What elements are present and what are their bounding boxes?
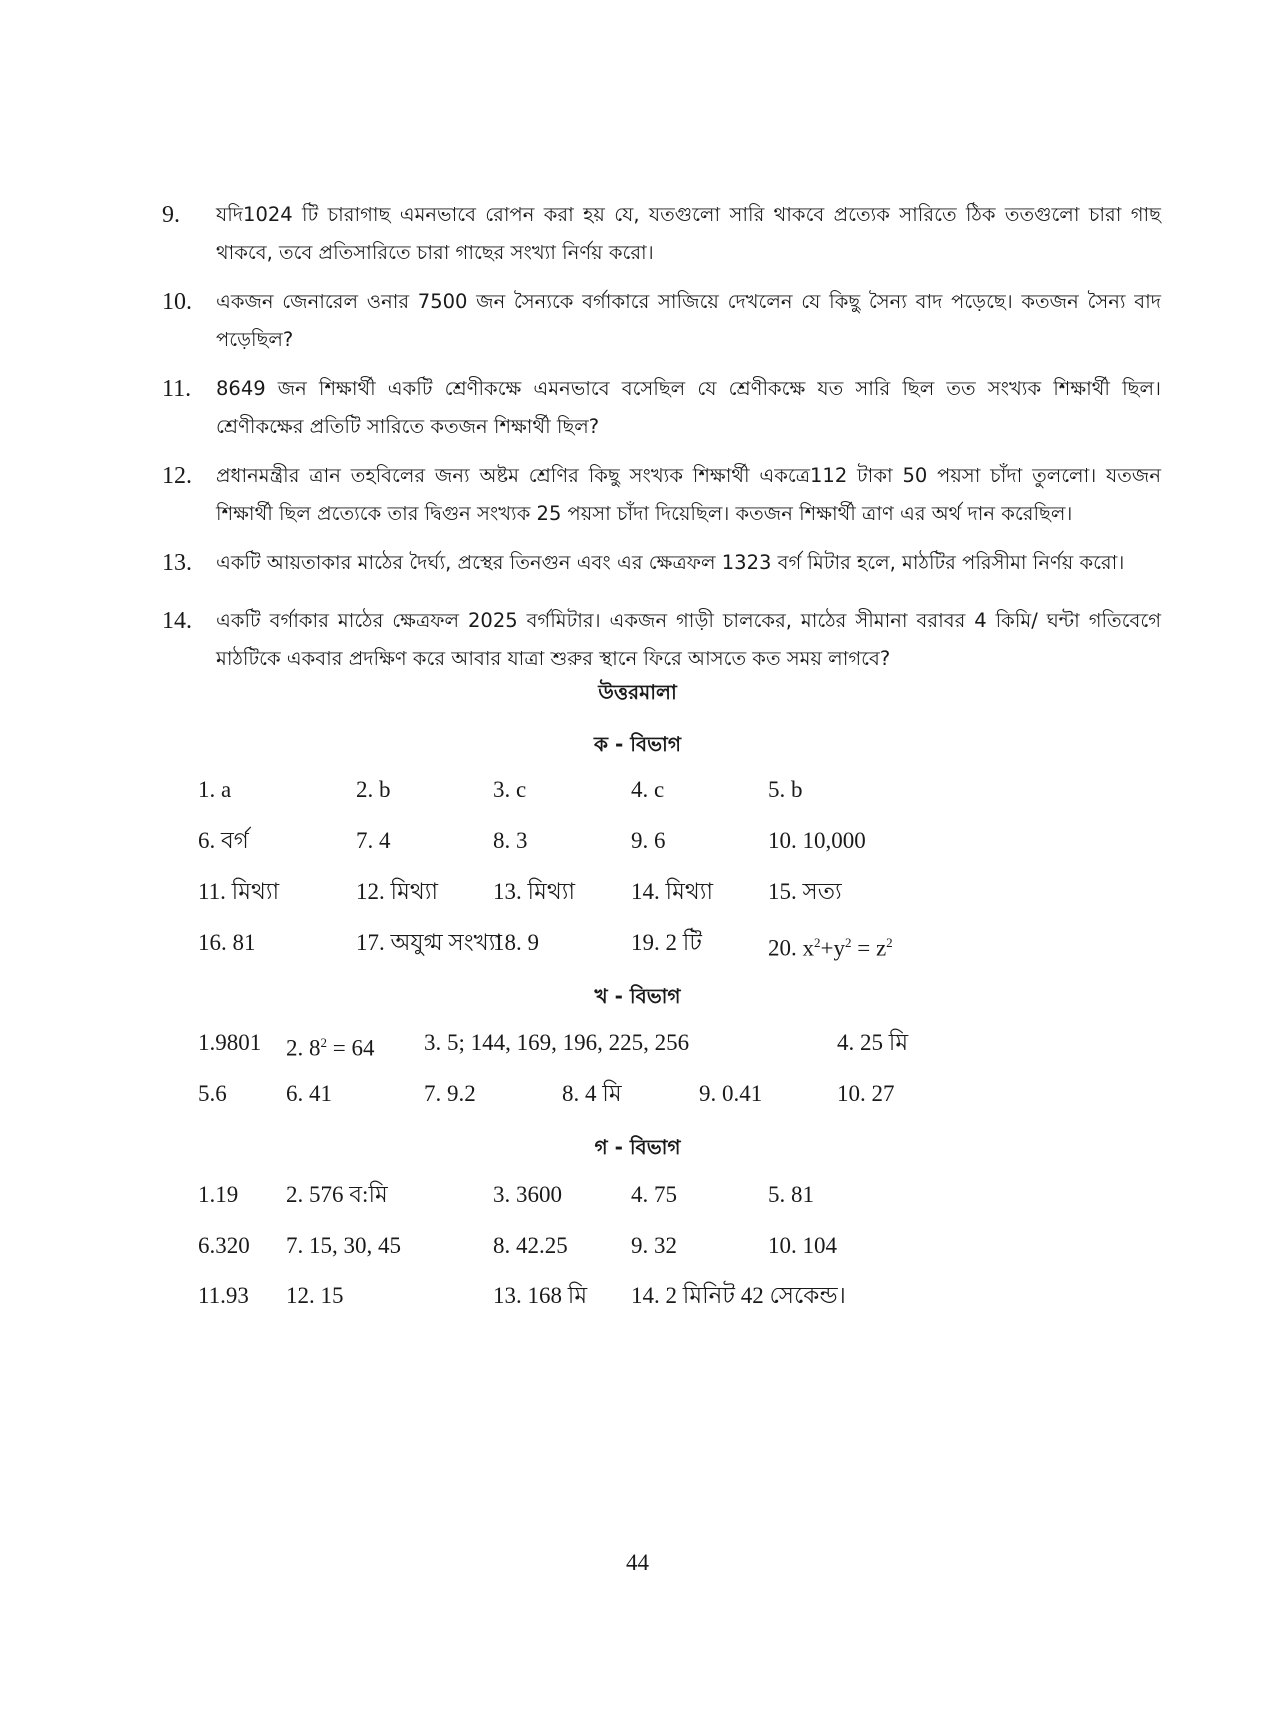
- eq-part: +y: [820, 935, 845, 961]
- answer-cell: 1. a: [198, 777, 232, 802]
- answer-cell: 3. 3600: [493, 1182, 562, 1207]
- answer-cell: 7. 4: [356, 828, 391, 853]
- answer-cell: 14. মিথ্যা: [631, 879, 714, 904]
- question-number: 11.: [162, 376, 192, 402]
- section-kha-title: খ - বিভাগ: [594, 984, 681, 1008]
- superscript: 2: [320, 1035, 327, 1050]
- question-text: একটি বর্গাকার মাঠের ক্ষেত্রফল 2025 বর্গমিটার। একজন গাড়ী চালকের, মাঠের সীমানা বরাবর 4 কিমি/ ঘন্টা গতিবেগে মাঠটিকে একবার প্রদক্ষিণ করে আবার যাত্রা শুরুর স্থানে ফিরে আসতে কত সময় লাগবে?: [216, 609, 1161, 670]
- answer-cell: 12. 15: [286, 1283, 344, 1308]
- question-number: 9.: [162, 202, 180, 228]
- answer-cell: 1.19: [198, 1182, 239, 1207]
- eq-part: = z: [851, 935, 887, 961]
- eq-part: 20. x: [768, 935, 814, 961]
- answer-cell: 9. 6: [631, 828, 666, 853]
- answer-cell: 7. 9.2: [424, 1081, 476, 1106]
- question-text: একজন জেনারেল ওনার 7500 জন সৈন্যকে বর্গাকারে সাজিয়ে দেখলেন যে কিছু সৈন্য বাদ পড়েছে। কতজন সৈন্য বাদ পড়েছিল?: [216, 290, 1161, 351]
- answer-cell: 5. 81: [768, 1182, 814, 1207]
- answers-title: উত্তরমালা: [598, 680, 677, 704]
- question-text: একটি আয়তাকার মাঠের দৈর্ঘ্য, প্রস্থের তিনগুন এবং এর ক্ষেত্রফল 1323 বর্গ মিটার হলে, মাঠটির পরিসীমা নির্ণয় করো।: [216, 551, 1125, 574]
- answer-cell: 9. 0.41: [699, 1081, 763, 1106]
- question-text: যদি1024 টি চারাগাছ এমনভাবে রোপন করা হয় যে, যতগুলো সারি থাকবে প্রত্যেক সারিতে ঠিক ততগুলো চারা গাছ থাকবে, তবে প্রতিসারিতে চারা গাছের সংখ্যা নির্ণয় করো।: [216, 203, 1161, 264]
- answer-cell: 6. বর্গ: [198, 828, 249, 853]
- answer-cell: 1.9801: [198, 1030, 262, 1055]
- answer-cell: 16. 81: [198, 930, 256, 955]
- answer-cell: 13. মিথ্যা: [493, 879, 576, 904]
- answer-cell: 6. 41: [286, 1081, 332, 1106]
- answer-cell: 18. 9: [493, 930, 539, 955]
- eq-part: = 64: [327, 1035, 375, 1061]
- answer-cell: 8. 4 মি: [562, 1081, 622, 1106]
- question-number: 13.: [162, 550, 192, 576]
- eq-part: 2. 8: [286, 1035, 321, 1061]
- answer-cell: 4. 25 মি: [837, 1030, 909, 1055]
- answer-cell: 7. 15, 30, 45: [286, 1233, 401, 1258]
- answer-cell: 11.93: [198, 1283, 249, 1308]
- question-text: প্রধানমন্ত্রীর ত্রান তহবিলের জন্য অষ্টম শ্রেণির কিছু সংখ্যক শিক্ষার্থী একত্রে112 টাকা 50 পয়সা চাঁদা তুললো। যতজন শিক্ষার্থী ছিল প্রত্যেকে তার দ্বিগুন সংখ্যক 25 পয়সা চাঁদা দিয়েছিল। কতজন শিক্ষার্থী ত্রাণ এর অর্থ দান করেছিল।: [216, 464, 1161, 525]
- answer-cell: 4. c: [631, 777, 665, 802]
- answer-cell: 10. 104: [768, 1233, 837, 1258]
- section-ga-title: গ - বিভাগ: [594, 1135, 681, 1159]
- answer-cell: 9. 32: [631, 1233, 677, 1258]
- answer-cell: 5.6: [198, 1081, 227, 1106]
- answer-cell: 8. 42.25: [493, 1233, 568, 1258]
- superscript: 2: [844, 935, 852, 950]
- answer-cell: 2. b: [356, 777, 391, 802]
- answer-cell: 10. 10,000: [768, 828, 866, 853]
- answer-cell: 3. 5; 144, 169, 196, 225, 256: [424, 1030, 690, 1055]
- answer-cell: 6.320: [198, 1233, 250, 1258]
- answer-cell: 12. মিথ্যা: [356, 879, 439, 904]
- answer-cell: 19. 2 টি: [631, 930, 702, 955]
- answer-cell: 8. 3: [493, 828, 528, 853]
- answer-cell: 13. 168 মি: [493, 1283, 588, 1308]
- answer-cell: 2. 576 ব:মি: [286, 1182, 388, 1207]
- answer-cell: 3. c: [493, 777, 527, 802]
- superscript: 2: [886, 935, 893, 950]
- answer-cell: 10. 27: [837, 1081, 895, 1106]
- question-text: 8649 জন শিক্ষার্থী একটি শ্রেণীকক্ষে এমনভাবে বসেছিল যে শ্রেণীকক্ষে যত সারি ছিল তত সংখ্যক শিক্ষার্থী ছিল। শ্রেণীকক্ষের প্রতিটি সারিতে কতজন শিক্ষার্থী ছিল?: [216, 377, 1161, 438]
- answer-cell: 15. সত্য: [768, 879, 842, 904]
- answer-cell-equation: [768, 928, 893, 964]
- superscript: 2: [814, 935, 821, 950]
- question-number: 10.: [162, 289, 192, 315]
- question-number: 12.: [162, 463, 192, 489]
- answer-cell-equation: [286, 1028, 374, 1064]
- answer-cell: 11. মিথ্যা: [198, 879, 280, 904]
- page-number: 44: [626, 1550, 649, 1575]
- answer-cell: 17. অযুগ্ম সংখ্যা: [356, 930, 503, 955]
- answer-cell: 5. b: [768, 777, 803, 802]
- question-number: 14.: [162, 608, 192, 634]
- section-ka-title: ক - বিভাগ: [594, 732, 681, 756]
- answer-cell: 14. 2 মিনিট 42 সেকেন্ড।: [631, 1283, 846, 1308]
- answer-cell: 4. 75: [631, 1182, 677, 1207]
